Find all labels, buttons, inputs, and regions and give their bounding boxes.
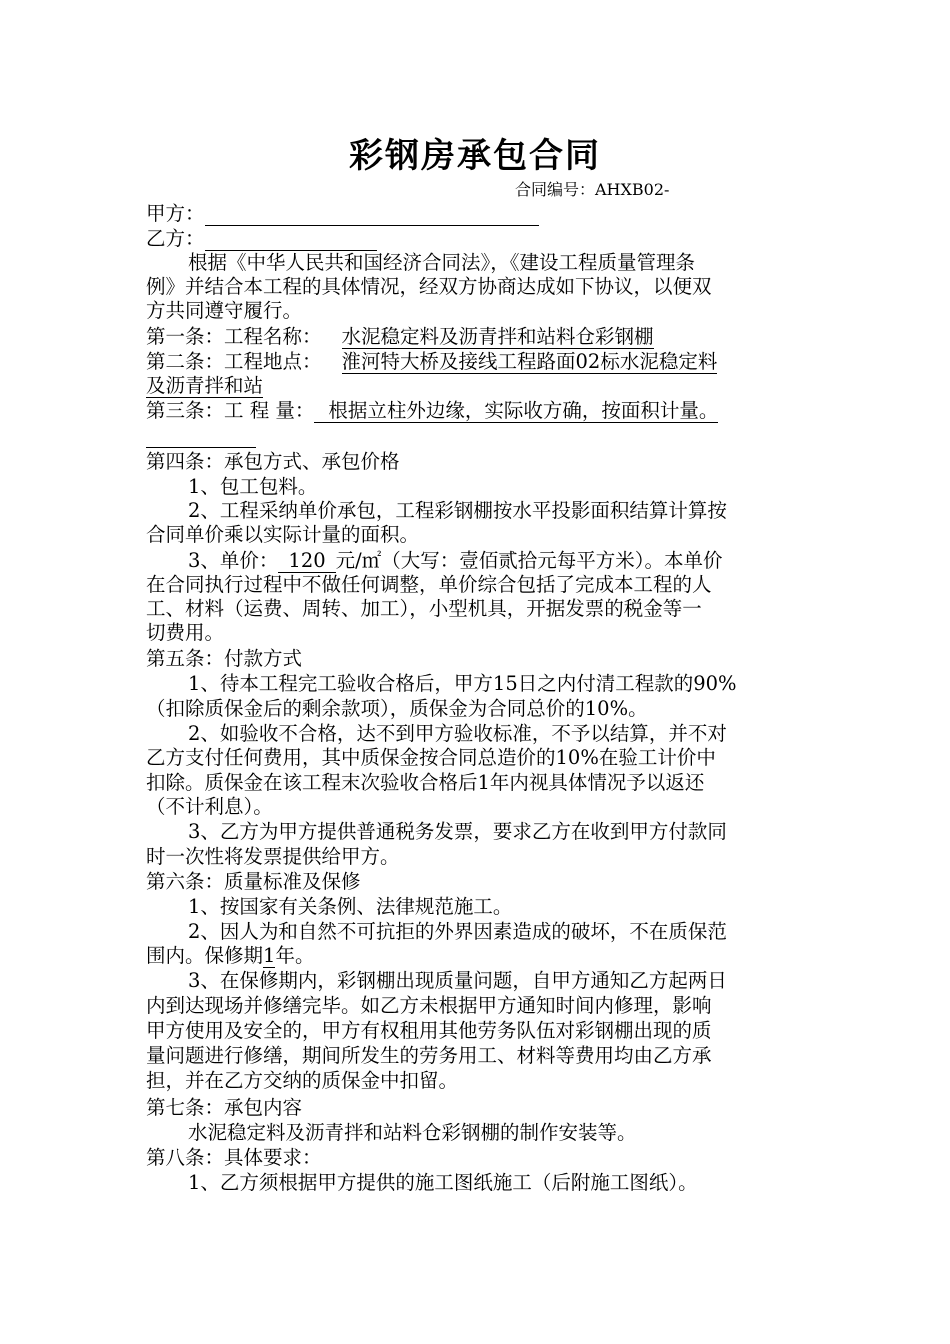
article-6-item: 3、在保修期内，彩钢棚出现质量问题，自甲方通知乙方起两日 bbox=[188, 969, 727, 992]
project-name: 水泥稳定料及沥青拌和站料仓彩钢棚 bbox=[341, 325, 654, 348]
article-6-item: 2、因人为和自然不可抗拒的外界因素造成的破坏，不在质保范 bbox=[188, 920, 727, 943]
party-b-blank bbox=[205, 230, 377, 251]
article-7-item: 水泥稳定料及沥青拌和站料仓彩钢棚的制作安装等。 bbox=[188, 1121, 637, 1144]
article-3-blank bbox=[146, 424, 256, 448]
article-4-item: 2、工程采纳单价承包，工程彩钢棚按水平投影面积结算计算按 bbox=[188, 499, 727, 522]
unit-price: 120 bbox=[278, 550, 335, 573]
article-6-item: 量问题进行修缮，期间所发生的劳务用工、材料等费用均由乙方承 bbox=[146, 1044, 712, 1067]
article-8-item: 1、乙方须根据甲方提供的施工图纸施工（后附施工图纸）。 bbox=[188, 1171, 698, 1194]
article-5-item: （扣除质保金后的剩余款项），质保金为合同总价的10%。 bbox=[146, 697, 648, 720]
quantity-blank bbox=[146, 427, 256, 448]
article-5-item: 3、乙方为甲方提供普通税务发票，要求乙方在收到甲方付款同 bbox=[188, 820, 727, 843]
article-5-item: 2、如验收不合格，达不到甲方验收标准，不予以结算，并不对 bbox=[188, 722, 727, 745]
article-6-warranty-line bbox=[146, 944, 314, 968]
article-4-item: 1、包工包料。 bbox=[188, 475, 318, 498]
article-4-item: 在合同执行过程中不做任何调整，单价综合包括了完成本工程的人 bbox=[146, 573, 712, 596]
intro-line: 根据《中华人民共和国经济合同法》，《建设工程质量管理条 bbox=[188, 251, 696, 274]
intro-line: 例》并结合本工程的具体情况，经双方协商达成如下协议，以便双 bbox=[146, 275, 712, 298]
article-5-item: 扣除。质保金在该工程末次验收合格后1年内视具体情况予以返还 bbox=[146, 771, 705, 794]
article-6-item: 甲方使用及安全的，甲方有权租用其他劳务队伍对彩钢棚出现的质 bbox=[146, 1019, 712, 1042]
project-quantity: 根据立柱外边缘，实际收方确，按面积计量。 bbox=[314, 400, 718, 423]
price-label: 3、单价： bbox=[188, 549, 279, 572]
warranty-suffix: 年。 bbox=[275, 944, 315, 967]
party-a-label: 甲方： bbox=[146, 202, 205, 225]
contract-number: 合同编号：AHXB02- bbox=[515, 180, 670, 199]
article-4-item: 切费用。 bbox=[146, 621, 225, 644]
project-location: 淮河特大桥及接线工程路面02标水泥稳定料 bbox=[341, 350, 718, 373]
party-a-line bbox=[146, 202, 539, 226]
article-3 bbox=[146, 399, 718, 423]
intro-line: 方共同遵守履行。 bbox=[146, 299, 303, 322]
article-6-item: 1、按国家有关条例、法律规范施工。 bbox=[188, 895, 513, 918]
warranty-prefix: 围内。保修期 bbox=[146, 944, 264, 967]
article-4-item: 工、材料（运费、周转、加工），小型机具，开据发票的税金等一 bbox=[146, 597, 702, 620]
article-4-title: 第四条：承包方式、承包价格 bbox=[146, 450, 400, 473]
article-4-item: 合同单价乘以实际计量的面积。 bbox=[146, 523, 420, 546]
party-a-blank bbox=[205, 205, 539, 226]
article-5-title: 第五条：付款方式 bbox=[146, 647, 303, 670]
article-4-price-line bbox=[146, 549, 722, 573]
article-3-label: 第三条：工 程 量： bbox=[146, 399, 315, 422]
article-5-item: （不计利息）。 bbox=[146, 795, 273, 818]
article-2-cont bbox=[146, 374, 263, 398]
article-6-title: 第六条：质量标准及保修 bbox=[146, 870, 361, 893]
article-1 bbox=[146, 325, 654, 349]
article-8-title: 第八条：具体要求： bbox=[146, 1146, 322, 1169]
project-location-cont: 及沥青拌和站 bbox=[146, 374, 264, 397]
article-6-item: 内到达现场并修缮完毕。如乙方未根据甲方通知时间内修理，影响 bbox=[146, 994, 712, 1017]
party-b-line bbox=[146, 227, 377, 251]
article-6-item: 担，并在乙方交纳的质保金中扣留。 bbox=[146, 1069, 459, 1092]
document-title: 彩钢房承包合同 bbox=[349, 136, 601, 176]
price-rest: 元/㎡（大写：壹佰贰拾元每平方米）。本单价 bbox=[335, 549, 723, 572]
article-1-label: 第一条：工程名称： bbox=[146, 325, 322, 348]
article-2 bbox=[146, 350, 717, 374]
article-5-item: 时一次性将发票提供给甲方。 bbox=[146, 845, 400, 868]
article-7-title: 第七条：承包内容 bbox=[146, 1096, 303, 1119]
article-2-label: 第二条：工程地点： bbox=[146, 350, 322, 373]
article-5-item: 乙方支付任何费用，其中质保金按合同总造价的10%在验工计价中 bbox=[146, 746, 716, 769]
article-5-item: 1、待本工程完工验收合格后，甲方15日之内付清工程款的90% bbox=[188, 672, 737, 695]
party-b-label: 乙方： bbox=[146, 227, 205, 250]
warranty-years: 1 bbox=[263, 944, 276, 967]
